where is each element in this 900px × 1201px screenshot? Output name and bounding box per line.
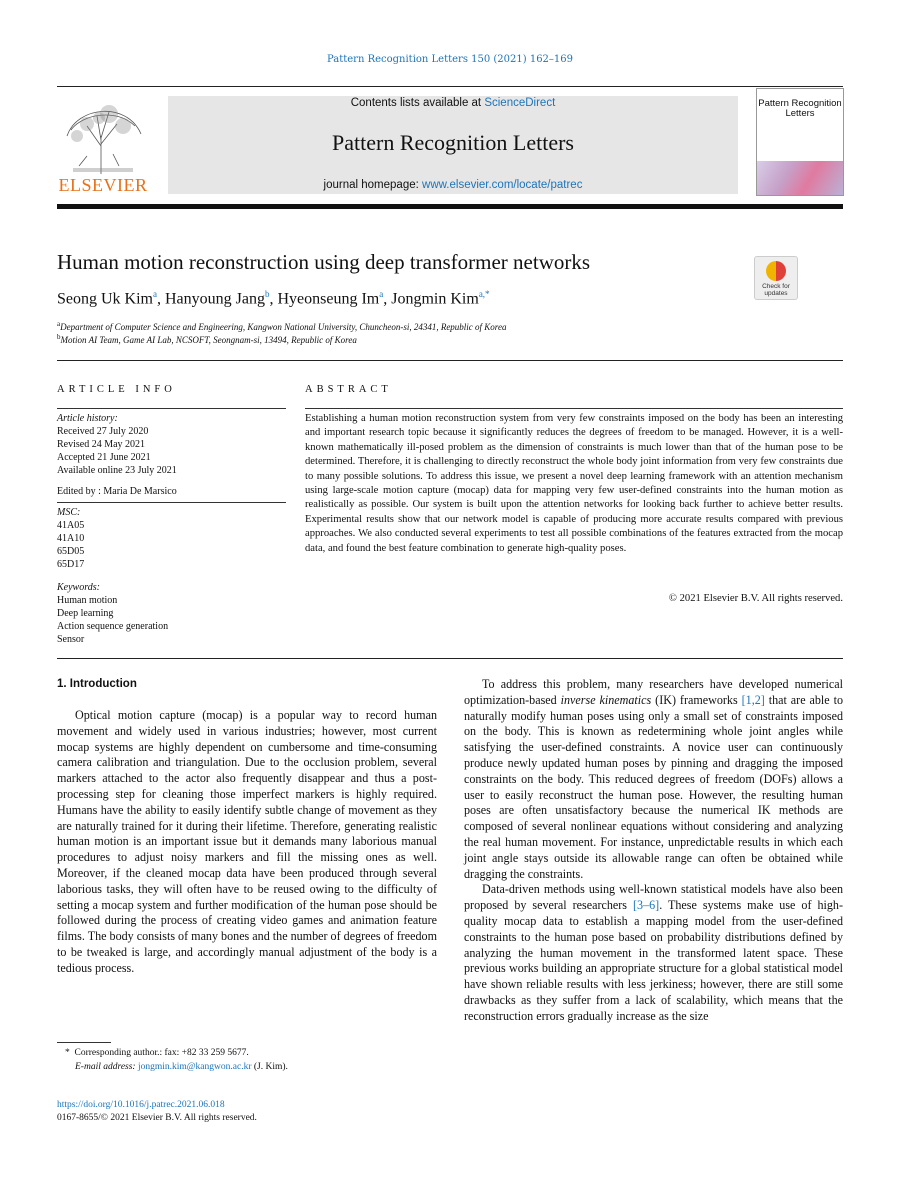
- msc-label: MSC:: [57, 507, 81, 518]
- footnote-email: [75, 1062, 288, 1072]
- intro-paragraph: [464, 677, 843, 882]
- left-column: [57, 708, 437, 977]
- msc-item: 65D17: [57, 559, 85, 570]
- keyword-item: Deep learning: [57, 608, 114, 619]
- footnote-rule: [57, 1042, 111, 1043]
- paper-title: Human motion reconstruction using deep transformer networks: [57, 250, 591, 274]
- history-item: Received 27 July 2020: [57, 426, 149, 437]
- author-name[interactable]: Hanyoung Jang: [165, 290, 265, 308]
- affil-key: b: [57, 333, 61, 341]
- check-updates-label: Check for updates: [762, 283, 790, 297]
- keyword-item: Human motion: [57, 595, 118, 606]
- text-run: . These systems make use of high-quality mocap data to establish a mapping model from the user-defined constraints to the human pose based on probability distributions defined by analyzing the human movement in the transformed latent space. These previous works building an appropriate structure for a global statistical model have shown reliable results with less jerkiness; however, there are still some drawbacks as they suffer from a lack of scalability, which means that the reconstruction errors gradually increase as the size: [464, 898, 843, 1023]
- journal-cover-image[interactable]: [756, 88, 844, 196]
- affil-key: a: [57, 320, 61, 328]
- cover-graphic: [757, 161, 843, 195]
- affil-text: Motion AI Team, Game AI Lab, NCSOFT, Seongnam-si, 13494, Republic of Korea: [60, 335, 357, 345]
- author-affil-mark[interactable]: a: [379, 289, 384, 299]
- article-info-rule: [57, 408, 286, 409]
- email-suffix: (J. Kim).: [251, 1062, 288, 1072]
- check-for-updates-button[interactable]: [754, 256, 798, 300]
- author-affil-mark[interactable]: b: [264, 289, 270, 299]
- homepage-prefix: journal homepage:: [323, 179, 423, 191]
- journal-reference-link[interactable]: Pattern Recognition Letters 150 (2021) 162–169: [326, 54, 574, 65]
- history-item: Revised 24 May 2021: [57, 439, 146, 450]
- history-item: Accepted 21 June 2021: [57, 452, 151, 463]
- msc-item: 41A10: [57, 533, 85, 544]
- msc-block: [57, 506, 286, 646]
- email-label: E-mail address:: [75, 1062, 138, 1072]
- abstract-rule: [305, 408, 843, 409]
- affiliation-rule: [57, 360, 843, 361]
- abstract-copyright: © 2021 Elsevier B.V. All rights reserved.: [668, 593, 843, 604]
- footnote-star: *: [65, 1048, 70, 1058]
- body-rule: [57, 658, 843, 659]
- header-thick-rule: [57, 204, 843, 209]
- author-list: Seong Uk Kim$^a$, Hanyoung Jang$^b$, Hyeonseung Im$^a$, Jongmin Kim$^{a,*}$: [57, 289, 490, 308]
- affiliation-a: [57, 320, 506, 332]
- keyword-item: Action sequence generation: [57, 621, 169, 632]
- article-history: [57, 412, 286, 498]
- msc-item: 65D05: [57, 546, 85, 557]
- text-run: (IK) frameworks: [651, 692, 742, 707]
- article-info-heading: ARTICLE INFO: [57, 384, 176, 395]
- tree-icon: [57, 96, 149, 176]
- top-rule: [57, 86, 843, 87]
- text-run-italic: inverse kinematics: [560, 692, 652, 707]
- footnote-text: Corresponding author.: fax: +82 33 259 5677.: [74, 1048, 249, 1058]
- doi-link[interactable]: https://doi.org/10.1016/j.patrec.2021.06.018: [57, 1100, 225, 1110]
- msc-item: 41A05: [57, 520, 85, 531]
- sciencedirect-link[interactable]: ScienceDirect: [484, 97, 556, 109]
- email-link[interactable]: jongmin.kim@kangwon.ac.kr: [137, 1062, 252, 1072]
- intro-paragraph: Optical motion capture (mocap) is a popular way to record human movement and widely used in various industries; however, most current mocap systems are highly dependent on cumbersome and time-consuming camera calibration and triangulation. Due to the occlusion problem, several markers attached to the actor also frequently disappear and thus a post-processing step for cleaning those imperfect markers is highly required. Humans have the ability to easily identify subtle change of movement as they are naturally trained for it during their lifetime. Therefore, generating realistic human motion is an important issue but it demands many laborious manual procedures to adjust noisy markers and fill the missing ones as well. Moreover, if the cleaned mocap data have been produced through several laborious tasks, they will often have to be reused owing to the difficulty of setting a mocap system and further modification of the human pose should be followed during the process of creating video games and animation feature films. The body consists of many bones and the number of degrees of freedom to be tweaked is large, and accordingly manual adjustment of the body is a tedious process.: [57, 708, 437, 975]
- author-affil-mark[interactable]: a: [153, 289, 157, 299]
- citation-link[interactable]: [3–6]: [633, 898, 660, 913]
- msc-rule: [57, 502, 286, 503]
- citation-link[interactable]: [1,2]: [741, 692, 765, 707]
- contents-line: [168, 97, 738, 109]
- journal-name: Pattern Recognition Letters: [332, 130, 574, 155]
- section-heading-introduction: 1. Introduction: [57, 678, 137, 690]
- author-name[interactable]: Seong Uk Kim: [57, 290, 153, 308]
- homepage-link[interactable]: www.elsevier.com/locate/patrec: [422, 179, 583, 191]
- affiliation-b: [57, 333, 357, 345]
- author-name[interactable]: Jongmin Kim: [391, 290, 479, 308]
- keywords-label: Keywords:: [57, 582, 100, 593]
- cover-title: Pattern Recognition Letters: [758, 98, 842, 119]
- homepage-line: [168, 179, 738, 191]
- keyword-item: Sensor: [57, 634, 85, 645]
- author-affil-mark[interactable]: a,*: [478, 289, 490, 299]
- affil-text: Department of Computer Science and Engineering, Kangwon National University, Chuncheon-si, 24341, Republic of Korea: [60, 322, 507, 332]
- text-run: Data-driven methods using well-known statistical models have also been proposed by several researchers: [464, 882, 843, 913]
- abstract-heading: ABSTRACT: [305, 384, 392, 395]
- elsevier-wordmark: ELSEVIER: [58, 175, 148, 195]
- footnote-corresponding: [65, 1048, 249, 1058]
- author-name[interactable]: Hyeonseung Im: [277, 290, 380, 308]
- issn-line: 0167-8655/© 2021 Elsevier B.V. All rights reserved.: [57, 1113, 257, 1123]
- text-run: To address this problem, many researchers have developed numerical optimization-based: [464, 677, 843, 707]
- contents-prefix: Contents lists available at: [350, 97, 485, 109]
- right-column: [464, 677, 843, 1025]
- edited-by: Edited by : Maria De Marsico: [57, 486, 177, 497]
- history-item: Available online 23 July 2021: [57, 465, 177, 476]
- abstract-text: Establishing a human motion reconstruction system from very few constraints imposed on the body has been an interesting and important research topic because it significantly reduces the degrees of freedom to be managed. However, it is a well-known mathematically ill-posed problem as the dimension of constraints is much lower than that of the human pose to be determined. Therefore, it is challenging to directly reconstruct the whole body joint information from very few constraints due to many possible solutions. To address this issue, we present a novel deep learning framework with an attention mechanism using large-scale motion capture (mocap) data for mapping very few user-defined constraints into the human motion as realistically as possible. Our system is built upon the attention networks for looking back further to achieve better results. Experimental results show that our network model is capable of producing more accurate results compared with previous approaches. We also conducted several experiments to test all possible combinations of the features extracted from the mocap data, and found the best feature combination to generate high-quality poses.: [305, 413, 843, 554]
- history-label: Article history:: [57, 413, 118, 424]
- check-updates-icon: [766, 261, 786, 281]
- text-run: that are able to naturally modify human poses using only a small set of constraints imposed on the body. This is known as redetermining whole joint angles while satisfying the user-defined constraints. A novice user can continuously produce newly updated human poses by pinning and dragging the imposed constraints on the body. This reduced degrees of freedom (DOFs) allows a user to easily reconstruct the human pose. However, the resulting human poses are often unsatisfactory because the numerical IK methods are composed of several nonlinear equations without considering and analyzing the real human movement. For instance, unpredictable results in which each joint angle stays outside its allowable range can often be obtained while dragging the constraints.: [464, 692, 843, 881]
- elsevier-logo: [57, 96, 149, 196]
- intro-paragraph: [464, 882, 843, 1024]
